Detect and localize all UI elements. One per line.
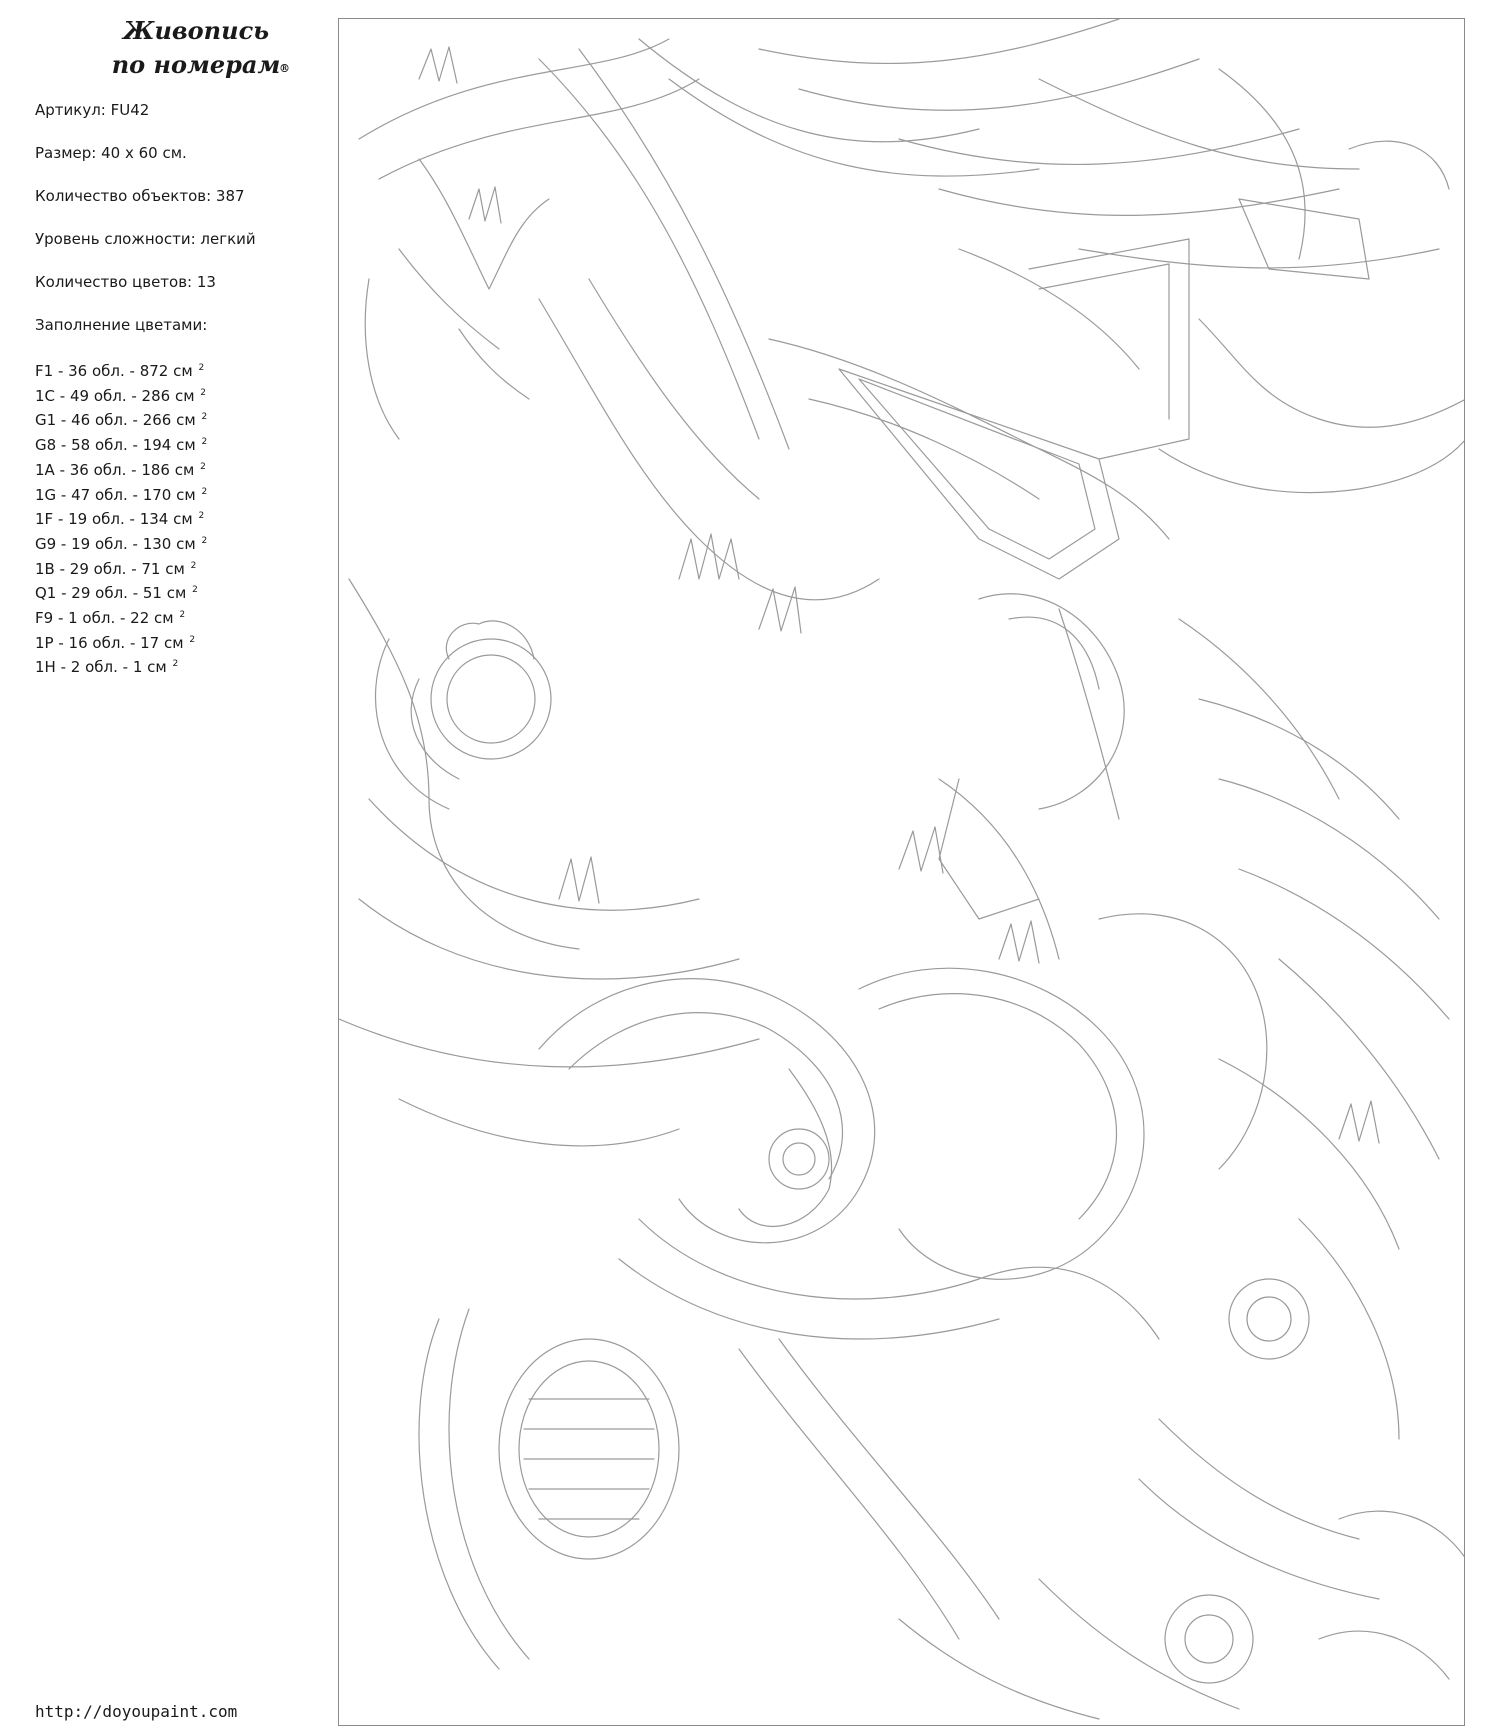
brand-line-2: по номерам xyxy=(111,50,281,79)
color-fill-item: 1G - 47 обл. - 170 см $^2$ xyxy=(35,485,208,504)
color-fill-item: G1 - 46 обл. - 266 см $^2$ xyxy=(35,411,208,430)
website-url[interactable]: http://doyoupaint.com xyxy=(35,1702,238,1721)
color-fill-item: F9 - 1 обл. - 22 см $^2$ xyxy=(35,609,186,628)
color-fill-item: G8 - 58 обл. - 194 см $^2$ xyxy=(35,436,208,455)
color-fill-item: 1A - 36 обл. - 186 см $^2$ xyxy=(35,460,206,479)
product-info xyxy=(35,100,256,358)
color-fill-item: Q1 - 29 обл. - 51 см $^2$ xyxy=(35,584,198,603)
brand-logo xyxy=(96,14,296,82)
color-count: Количество цветов: 13 xyxy=(35,273,216,291)
color-fill-item: 1P - 16 обл. - 17 см $^2$ xyxy=(35,633,196,652)
color-fill-item: 1F - 19 обл. - 134 см $^2$ xyxy=(35,510,205,529)
brand-line-1: Живопись xyxy=(122,16,270,45)
coloring-outline-canvas xyxy=(338,18,1465,1726)
color-fill-item: 1C - 49 обл. - 286 см $^2$ xyxy=(35,386,207,405)
canvas-size: Размер: 40 х 60 см. xyxy=(35,144,187,162)
color-fill-item: F1 - 36 обл. - 872 см $^2$ xyxy=(35,362,205,380)
color-fill-item: 1H - 2 обл. - 1 см $^2$ xyxy=(35,658,179,677)
object-count: Количество объектов: 387 xyxy=(35,187,245,205)
outline-artwork xyxy=(339,19,1465,1726)
article-number: Артикул: FU42 xyxy=(35,101,150,119)
color-fill-list xyxy=(35,358,207,679)
fill-title: Заполнение цветами: xyxy=(35,316,208,334)
color-fill-item: G9 - 19 обл. - 130 см $^2$ xyxy=(35,534,208,553)
difficulty-level: Уровень сложности: легкий xyxy=(35,230,256,248)
color-fill-item: 1B - 29 обл. - 71 см $^2$ xyxy=(35,559,197,578)
registered-mark: ® xyxy=(279,62,290,75)
